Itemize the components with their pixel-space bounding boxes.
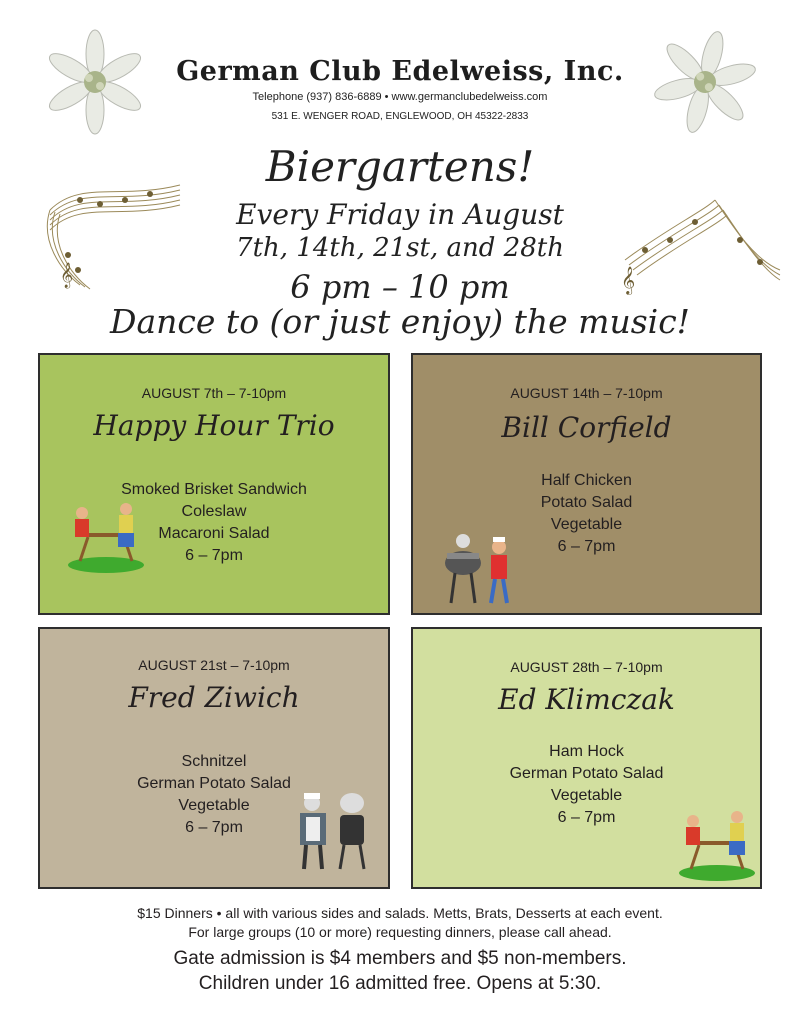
menu-item: Schnitzel [181,753,247,770]
card-artist: Fred Ziwich [128,681,300,714]
grill-chef-icon [294,789,378,873]
grill-chef-icon [441,533,521,608]
menu-item: Smoked Brisket Sandwich [121,481,307,498]
menu-item: Ham Hock [549,743,624,760]
picnic-table-icon [66,499,146,574]
menu-item: Potato Salad [540,494,633,511]
card-artist: Ed Klimczak [498,683,675,716]
contact-line: Telephone (937) 836-6889 • www.germanclubedelweiss.com [252,91,548,103]
card-artist: Happy Hour Trio [93,409,335,442]
footer-children: Children under 16 admitted free. Opens at 5:30. [198,973,602,994]
menu-item: Macaroni Salad [158,525,270,542]
picnic-table-icon [677,807,757,882]
card-date: AUGUST 28th – 7-10pm [510,659,663,675]
menu-item: 6 – 7pm [185,547,243,564]
event-card-aug-28 [411,627,762,889]
card-artist: Bill Corfield [501,411,672,444]
event-card-aug-14 [411,353,762,615]
footer-dinner-info [20,904,780,942]
event-card-aug-21 [38,627,390,889]
footer-admission: Gate admission is $4 members and $5 non-members. [173,948,627,969]
club-name: German Club Edelweiss, Inc. [176,56,624,87]
footer-dinners: $15 Dinners • all with various sides and salads. Metts, Brats, Desserts at each event. [137,905,663,921]
menu-item: Coleslaw [181,503,247,520]
footer-admission-info [20,946,780,996]
menu-item: German Potato Salad [137,775,291,792]
card-date: AUGUST 14th – 7-10pm [510,385,663,401]
menu-item: 6 – 7pm [557,809,616,826]
svg-text:𝄞: 𝄞 [60,263,74,288]
menu-item: Half Chicken [541,472,632,489]
edelweiss-flower-icon [40,32,150,132]
card-date: AUGUST 21st – 7-10pm [138,657,290,673]
card-date: AUGUST 7th – 7-10pm [141,385,287,401]
event-tagline: Dance to (or just enjoy) the music! [110,302,690,341]
menu-item: Vegetable [550,787,623,804]
menu-item: 6 – 7pm [557,538,616,555]
menu-item: 6 – 7pm [185,819,243,836]
event-schedule: Every Friday in August [236,198,564,231]
footer-groups: For large groups (10 or more) requesting dinners, please call ahead. [188,924,612,940]
event-dates: 7th, 14th, 21st, and 28th [236,233,564,263]
edelweiss-flower-icon [650,32,760,132]
event-time: 6 pm – 10 pm [290,268,510,306]
menu-item: Vegetable [550,516,623,533]
event-card-aug-7 [38,353,390,615]
event-title: Biergartens! [265,142,535,191]
menu-item: German Potato Salad [509,765,664,782]
svg-text:𝄞: 𝄞 [621,266,636,294]
club-address: 531 E. WENGER ROAD, ENGLEWOOD, OH 45322-2833 [271,111,529,122]
menu-item: Vegetable [178,797,250,814]
